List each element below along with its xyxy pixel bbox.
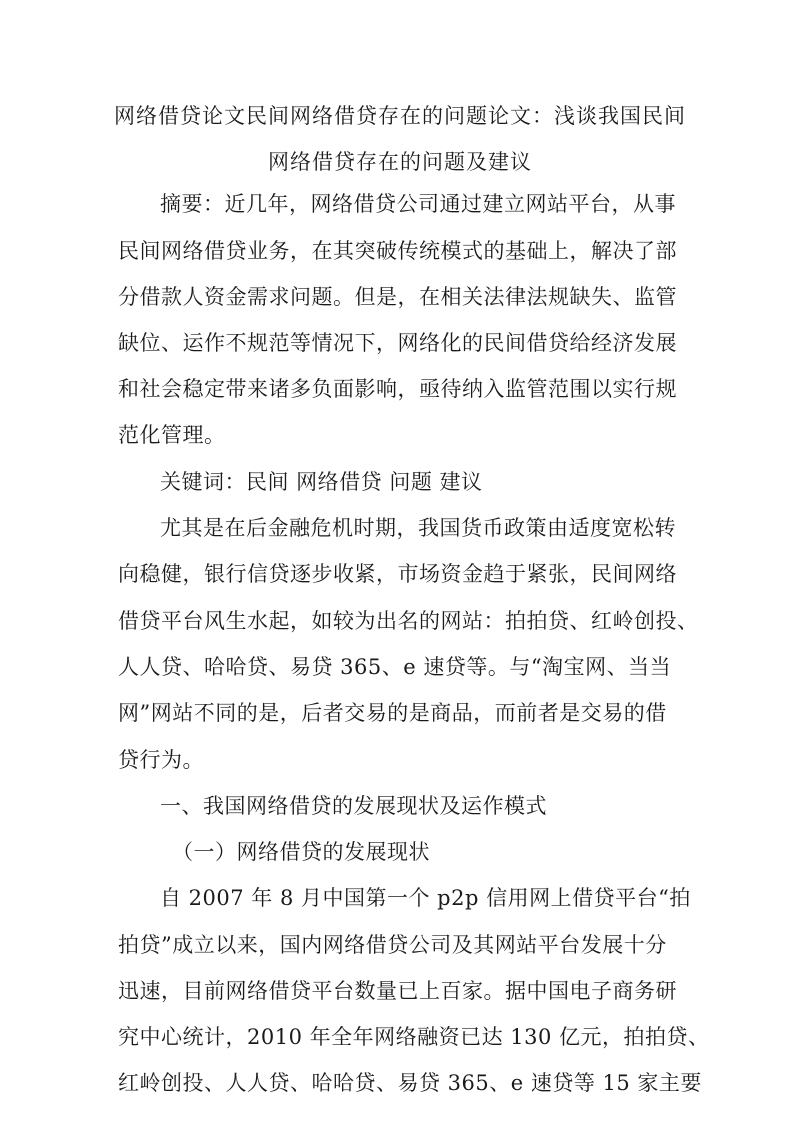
abstract-line: 和社会稳定带来诸多负面影响，亟待纳入监管范围以实行规 xyxy=(118,377,677,401)
intro-line: 贷行为。 xyxy=(118,748,204,772)
section-body-line: 迅速，目前网络借贷平台数量已上百家。据中国电子商务研 xyxy=(118,979,677,1003)
section-body-line: 红岭创投、人人贷、哈哈贷、易贷 365、e 速贷等 15 家主要 xyxy=(118,1071,702,1095)
intro-line: 向稳健，银行信贷逐步收紧，市场资金趋于紧张，民间网络 xyxy=(118,562,677,586)
abstract-line: 摘要：近几年，网络借贷公司通过建立网站平台，从事 xyxy=(160,192,676,216)
abstract-line: 范化管理。 xyxy=(118,423,226,447)
intro-line: 网”网站不同的是，后者交易的是商品，而前者是交易的借 xyxy=(118,701,667,725)
title-line-1: 网络借贷论文民间网络借贷存在的问题论文：浅谈我国民间 xyxy=(114,104,686,128)
title-line-2: 网络借贷存在的问题及建议 xyxy=(268,150,532,174)
keywords-line: 关键词：民间 网络借贷 问题 建议 xyxy=(160,470,483,494)
section-body-line: 拍贷”成立以来，国内网络借贷公司及其网站平台发展十分 xyxy=(118,933,667,957)
section-body-line: 自 2007 年 8 月中国第一个 p2p 信用网上借贷平台“拍 xyxy=(160,886,691,910)
intro-line: 尤其是在后金融危机时期，我国货币政策由适度宽松转 xyxy=(160,516,676,540)
intro-line: 人人贷、哈哈贷、易贷 365、e 速贷等。与“淘宝网、当当 xyxy=(118,655,672,679)
intro-line: 借贷平台风生水起，如较为出名的网站：拍拍贷、红岭创投、 xyxy=(118,609,699,633)
section-body-line: 究中心统计，2010 年全年网络融资已达 130 亿元，拍拍贷、 xyxy=(118,1025,710,1049)
abstract-line: 分借款人资金需求问题。但是，在相关法律法规缺失、监管 xyxy=(118,285,677,309)
abstract-line: 缺位、运作不规范等情况下，网络化的民间借贷给经济发展 xyxy=(118,331,677,355)
section-subheading: （一）网络借贷的发展现状 xyxy=(172,840,430,864)
section-heading: 一、我国网络借贷的发展现状及运作模式 xyxy=(160,794,547,818)
abstract-line: 民间网络借贷业务，在其突破传统模式的基础上，解决了部 xyxy=(118,239,677,263)
